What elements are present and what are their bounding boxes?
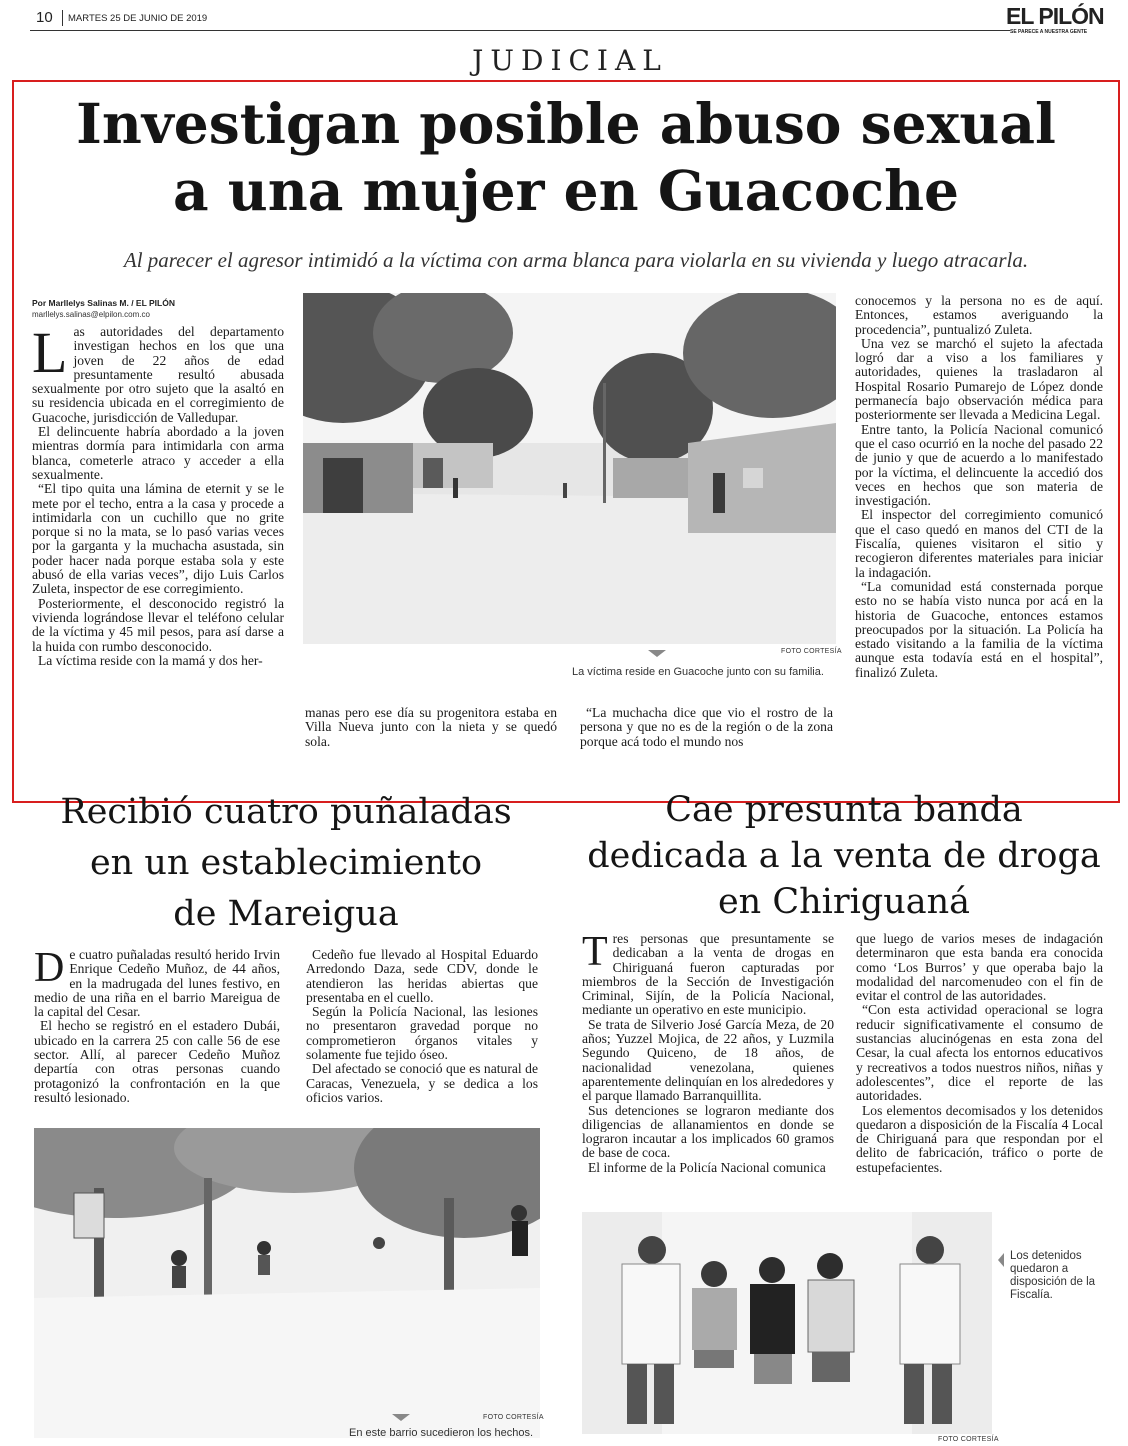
street-scene-image [303,293,836,644]
article2-column2 [306,948,538,1105]
article1-paragraph: manas pero ese día su progenitora estaba en Villa Nueva junto con la nieta y se quedó sola. [305,705,557,749]
article1-paragraph: “La comunidad está consternada porque esto no se había visto nunca por acá en la historia de Guacoche, entonces estamos preocupados por la situación. La Policía ha estado visitando a la familia de la víctima aunque esta todavía está en el hospital”, finalizó Zuleta. [855,578,1103,680]
article3-drop-cap: T [582,929,608,975]
article2-column1 [34,945,280,1105]
article1-headline-line2: a una mujer en Guacoche [172,158,960,223]
article3-paragraph: Los elementos decomisados y los detenidos quedaron a disposición de la Fiscalía 4 Local de Chiriguaná para que respondan por el delito de fabricación, tráfico o porte de estupefacientes. [856,1102,1103,1175]
article1-photo-credit: FOTO CORTESÍA [781,648,842,655]
article2-paragraph: Cedeño fue llevado al Hospital Eduardo Arredondo Daza, sede CDV, donde le atendieron las heridas abiertas que presentaba en el cuello. [306,947,538,1005]
article1-drop-cap: L [32,320,68,385]
header-rule [30,30,1010,31]
article3-headline-line2: dedicada a la venta de droga [587,836,1101,876]
header-divider [62,10,63,26]
article2-headline-line1: Recibió cuatro puñaladas [60,792,512,832]
neighborhood-scene-image [34,1128,540,1438]
article3-paragraph: que luego de varios meses de indagación determinaron que esta banda era conocida como ‘Los Burros’ y que operaba bajo la modalidad del narcomenudeo con el fin de evitar el control de las autoridades. [856,931,1103,1004]
article3-headline-line3: en Chiriguaná [717,882,971,922]
article1-paragraph: conocemos y la persona no es de aquí. Entonces, estamos averiguando la procedencia”, puntualizó Zuleta. [855,293,1103,337]
article1-paragraph: Posteriormente, el desconocido registró la vivienda lográndose llevar el teléfono celular de la víctima y 45 mil pesos, para así darse a la huida con rumbo desconocido. [32,595,284,654]
article3-headline-line1: Cae presunta banda [665,790,1023,830]
article3-photo-credit: FOTO CORTESÍA [938,1436,999,1443]
article1-paragraph: Una vez se marchó el sujeto la afectada logró dar a viso a los familiares y autoridades, quienes la trasladaron al Hospital Rosario Pumarejo de López donde permanecía bajo observación médica para posteriormente ser llevada a Medicina Legal. [855,335,1103,423]
caption-pointer-icon [392,1414,410,1421]
article1-paragraph: “El tipo quita una lámina de eternit y se le mete por el techo, entra a la casa y procede a intimidarla con un cuchillo que no grite porque si no la mata, se lo pasó varias veces por la garganta y la muchacha asustada, sin poder hacer nada porque estaba sola y este abusó de ella varias veces”, dijo Luis Carlos Zuleta, inspector de ese corregimiento. [32,481,284,597]
page-date: MARTES 25 DE JUNIO DE 2019 [68,13,208,24]
article3-photo-detainees [582,1212,992,1434]
article2-photo-credit: FOTO CORTESÍA [483,1414,544,1421]
article1-photo-caption: La víctima reside en Guacoche junto con su familia. [572,666,824,678]
article1-photo-street [303,293,836,644]
article2-drop-cap: D [34,945,65,991]
article2-paragraph: Según la Policía Nacional, las lesiones no presentaron gravedad porque no comprometieron órganos vitales y solamente fue tejido óseo. [306,1004,538,1063]
article1-paragraph: “La muchacha dice que vio el rostro de la persona y que no es de la región o de la zona porque acá todo el mundo nos [580,705,833,749]
section-title: JUDICIAL [472,44,668,77]
article1-headline-line1: Investigan posible abuso sexual [76,91,1056,156]
article1-deck: Al parecer el agresor intimidó a la víctima con arma blanca para violarla en su vivienda y luego atracarla. [123,248,1029,272]
newspaper-slogan: SE PARECE A NUESTRA GENTE [1010,29,1088,35]
article3-paragraph: Se trata de Silverio José García Meza, de 20 años; Yuzzel Mojica, de 22 años, y Luzmila Segundo Quiceno, de 18 años, de nacionalidad venezolana, quienes aparentemente delinquían en los alrededores y el parque llamado Barranquillita. [582,1016,834,1104]
article1-headline [14,90,1118,224]
article3-paragraph: Sus detenciones se lograron mediante dos diligencias de allanamientos en donde se lograron incautar a los implicados 60 gramos de base de coca. [582,1102,834,1161]
article1-paragraph: La víctima reside con la mamá y dos her- [38,652,263,668]
article2-headline-line3: de Mareigua [173,894,399,934]
article2-headline-line2: en un establecimiento [89,843,483,883]
article1-column4 [855,294,1103,764]
article2-paragraph: Del afectado se conoció que es natural de Caracas, Venezuela, y se dedica a los oficios varios. [306,1061,538,1105]
article3-column2 [856,932,1103,1175]
article2-headline [20,787,552,940]
article3-paragraph: “Con esta actividad operacional se logra reducir significativamente el consumo de sustancias alucinógenas en esta zona del Cesar, la cual afecta los entornos educativos y recreativos a todos nuestros niños, niñas y adolescentes”, dice el reporte de las autoridades. [856,1002,1103,1104]
detainees-image [582,1212,992,1434]
article1-paragraph: El delincuente habría abordado a la joven mientras dormía para intimidarla con arma blanca, cometerle atraco y acceder a ella sexualmente. [32,424,284,482]
article2-photo-neighborhood [34,1128,540,1438]
article3-paragraph: res personas que presuntamente se dedicaban a la venta de drogas en Chiriguaná fueron capturadas por miembros de la Sección de Investigación Criminal, Sijín, de la Policía Nacional, mediante un operativo en este municipio. [582,931,834,1018]
article2-photo-caption: En este barrio sucedieron los hechos. [349,1427,534,1439]
article1-email: marllelys.salinas@elpilon.com.co [32,310,150,319]
caption-pointer-icon [648,650,666,657]
article2-paragraph: e cuatro puñaladas resultó herido Irvin Enrique Cedeño Muñoz, de 44 años, en la madrugada del lunes festivo, en medio de una riña en el barrio Mareigua de la capital del Cesar. [34,947,280,1020]
article2-paragraph: El hecho se registró en el estadero Dubái, ubicado en la carrera 25 con calle 56 de ese sector. Allí, al parecer Cedeño Muñoz departía con otras personas cuando protagonizó la confrontación en la que resultó lesionado. [34,1018,280,1105]
article1-paragraph: Entre tanto, la Policía Nacional comunicó que el caso ocurrió en la noche del pasado 22 de junio y que de acuerdo a lo manifestado por la víctima, el delincuente la accedió dos veces en hechos que son materia de investigación. [855,421,1103,509]
article3-paragraph: El informe de la Policía Nacional comunica [588,1159,826,1175]
article3-headline [578,787,1110,925]
article1-column2 [305,706,557,749]
article1-column3 [580,706,833,749]
article1-paragraph: El inspector del corregimiento comunicó que el caso quedó en manos del CTI de la Fiscalía, quienes visitaron el sitio y recogieron diferentes materiales para iniciar la indagación. [855,507,1103,580]
article1-column1 [32,320,284,755]
newspaper-logo: EL PILÓN [1006,3,1104,29]
article3-column1 [582,929,834,1175]
caption-pointer-icon [998,1253,1004,1267]
page-number: 10 [36,9,53,26]
article1-paragraph: as autoridades del departamento investigan hechos en los que una joven de 22 años de edad presuntamente resultó abusada sexualmente por otro sujeto que la asaltó en su residencia ubicada en el corregimiento de Guacoche, jurisdicción de Valledupar. [32,324,284,425]
article1-byline: Por Marllelys Salinas M. / EL PILÓN [32,298,175,308]
article3-photo-caption: Los detenidos quedaron a disposición de la Fiscalía. [1010,1250,1096,1301]
